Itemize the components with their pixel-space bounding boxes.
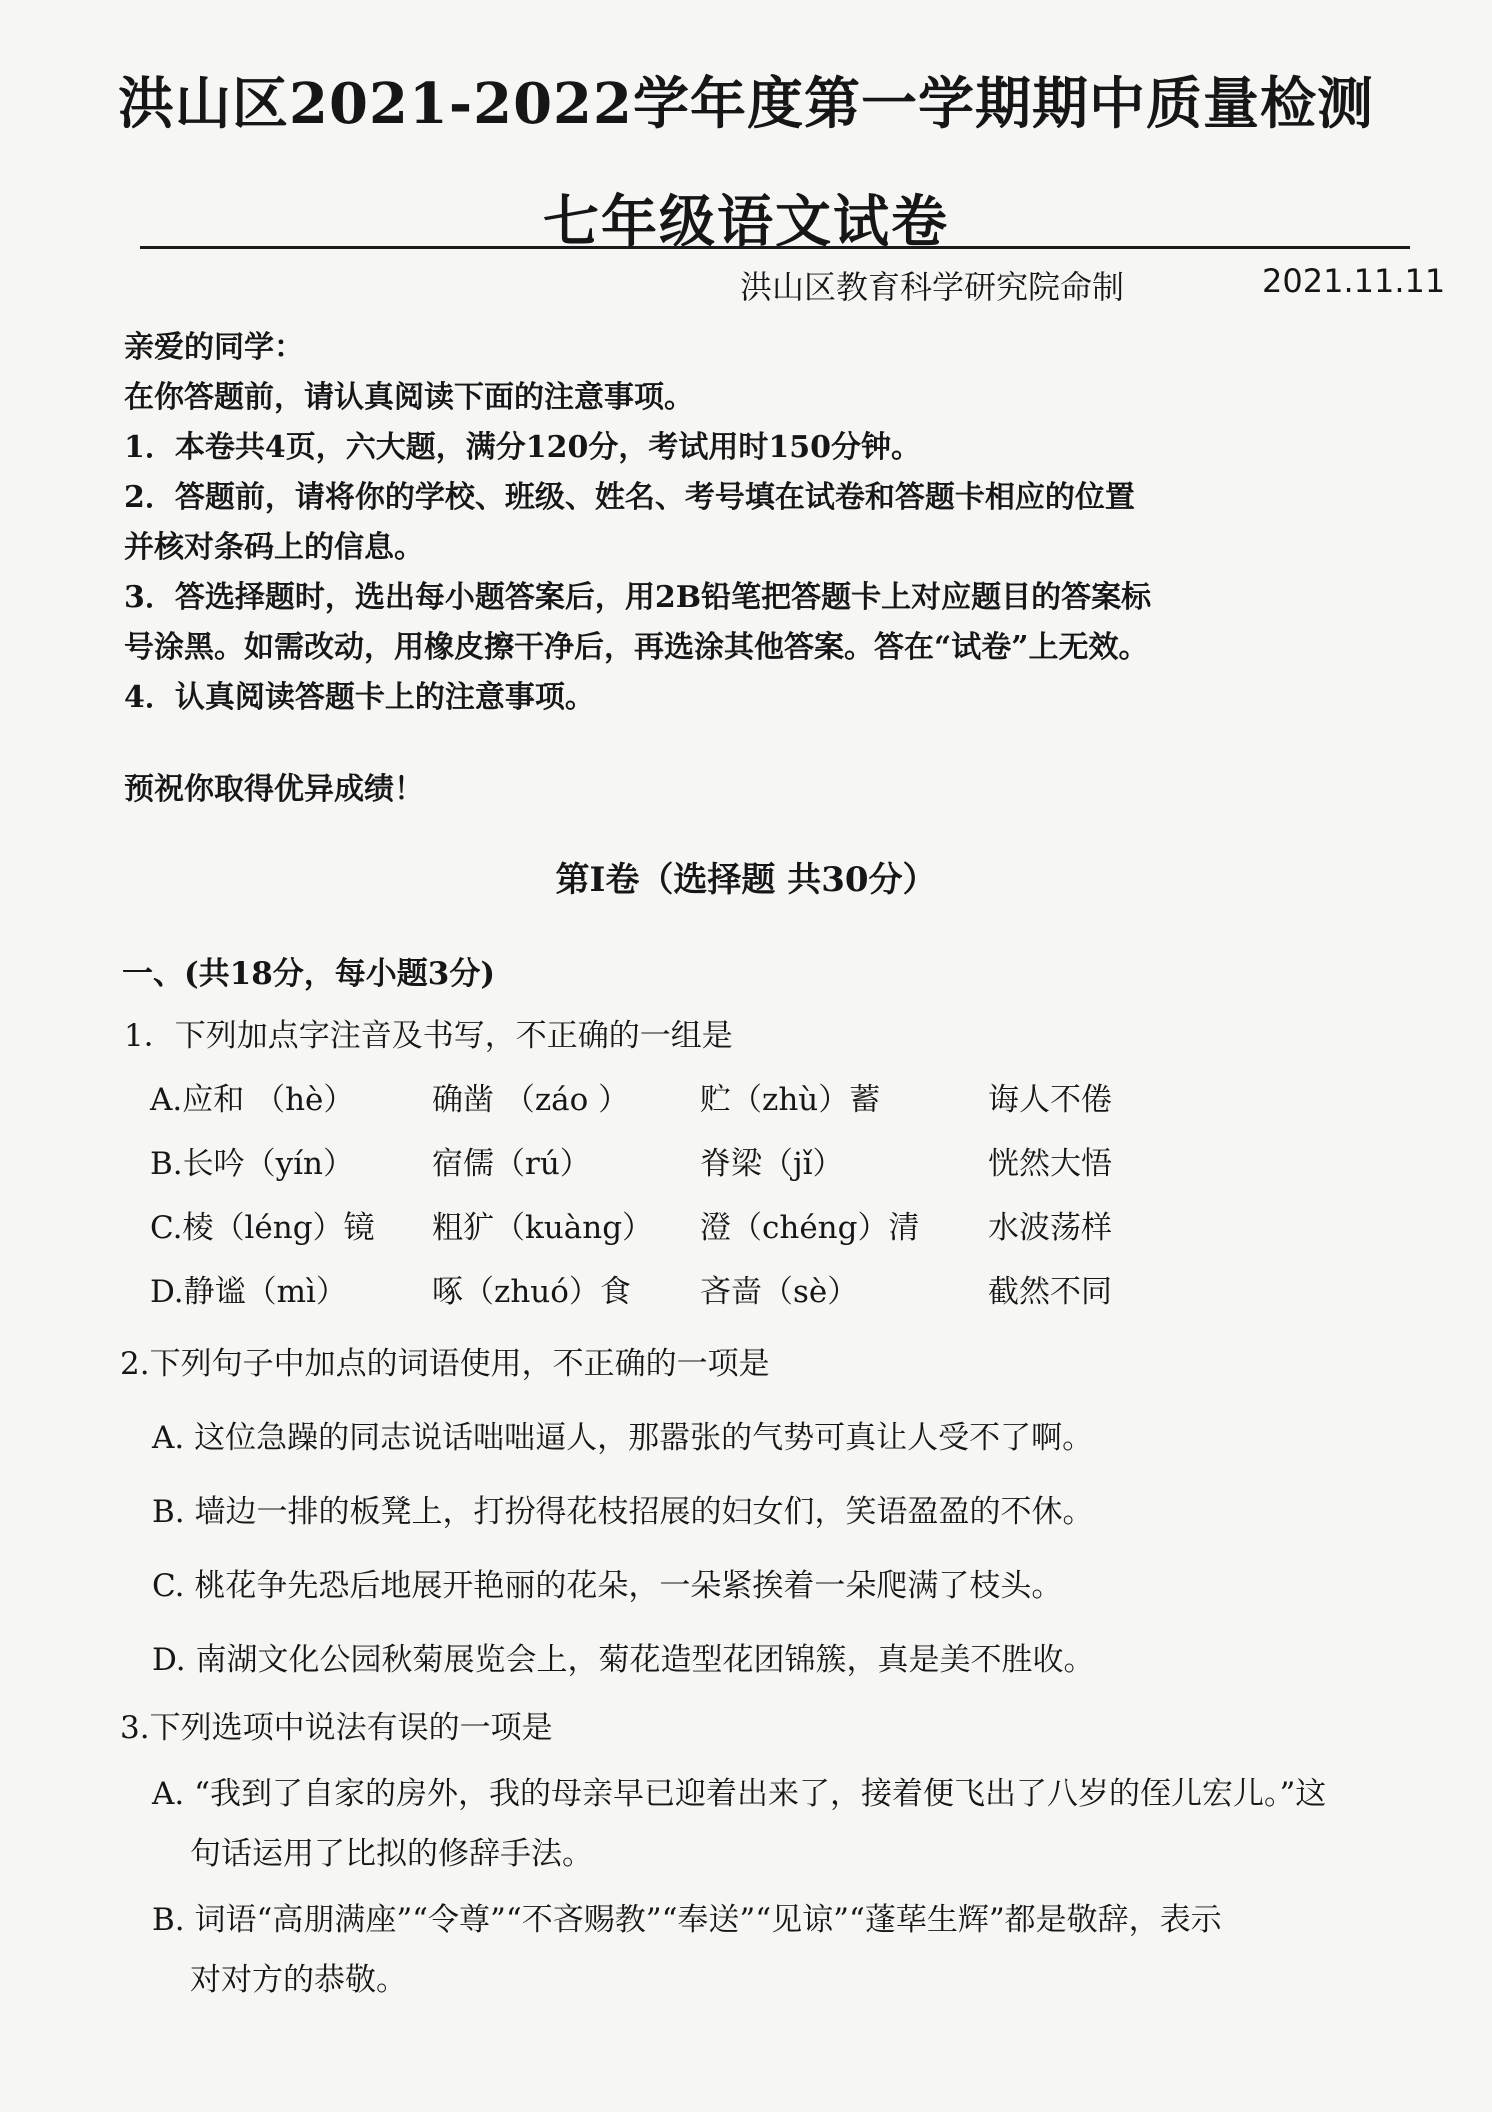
q1-option-a-1: A.应和 （hè） — [150, 1082, 355, 1118]
q1-option-b-4: 恍然大悟 — [988, 1146, 1112, 1182]
q1-option-b-2: 宿儒（rú） — [432, 1146, 591, 1182]
wish: 预祝你取得优异成绩！ — [124, 772, 424, 807]
title-divider — [140, 246, 1410, 249]
q2-option-b: B. 墙边一排的板凳上，打扮得花枝招展的妇女们，笑语盈盈的不休。 — [152, 1494, 1094, 1530]
q1-option-d-3: 吝啬（sè） — [700, 1274, 859, 1310]
issuer: 洪山区教育科学研究院命制 — [740, 268, 1125, 306]
q1-option-c-3: 澄（chéng）清 — [700, 1210, 920, 1246]
q3-option-a-line1: A. “我到了自家的房外，我的母亲早已迎着出来了，接着便飞出了八岁的侄儿宏儿。”这 — [152, 1776, 1327, 1812]
question-3-stem: 3.下列选项中说法有误的一项是 — [120, 1710, 553, 1746]
q1-option-b-1: B.长吟（yín） — [150, 1146, 355, 1182]
exam-title-line1: 洪山区2021-2022学年度第一学期期中质量检测 — [118, 71, 1374, 137]
q1-option-d-4: 截然不同 — [988, 1274, 1112, 1310]
question-1-stem: 1．下列加点字注音及书写，不正确的一组是 — [124, 1018, 733, 1054]
notice-intro: 在你答题前，请认真阅读下面的注意事项。 — [124, 380, 694, 415]
q2-option-c: C. 桃花争先恐后地展开艳丽的花朵，一朵紧挨着一朵爬满了枝头。 — [152, 1568, 1063, 1604]
exam-date: 2021.11.11 — [1262, 262, 1446, 300]
q1-option-a-2: 确凿 （záo ） — [432, 1082, 630, 1118]
q1-option-c-1: C.棱（léng）镜 — [150, 1210, 375, 1246]
notice-item-4: 4．认真阅读答题卡上的注意事项。 — [124, 680, 595, 715]
q1-option-a-4: 诲人不倦 — [988, 1082, 1112, 1118]
exam-title-line2: 七年级语文试卷 — [543, 189, 949, 255]
q1-option-c-2: 粗犷（kuàng） — [432, 1210, 654, 1246]
notice-item-3-line1: 3．答选择题时，选出每小题答案后，用2B铅笔把答题卡上对应题目的答案标 — [124, 580, 1152, 615]
q1-option-d-1: D.静谧（mì） — [150, 1274, 347, 1310]
notice-item-1: 1．本卷共4页，六大题，满分120分，考试用时150分钟。 — [124, 430, 921, 465]
question-group-heading: 一、(共18分，每小题3分) — [122, 956, 496, 992]
notice-item-2-line1: 2．答题前，请将你的学校、班级、姓名、考号填在试卷和答题卡相应的位置 — [124, 480, 1135, 515]
q1-option-c-4: 水波荡样 — [988, 1210, 1112, 1246]
q3-option-b-line1: B. 词语“高朋满座”“令尊”“不吝赐教”“奉送”“见谅”“蓬荜生辉”都是敬辞，表示 — [152, 1902, 1222, 1938]
q2-option-a: A. 这位急躁的同志说话咄咄逼人，那嚣张的气势可真让人受不了啊。 — [152, 1420, 1094, 1456]
question-2-stem: 2.下列句子中加点的词语使用，不正确的一项是 — [120, 1346, 770, 1382]
q1-option-b-3: 脊梁（jǐ） — [700, 1146, 844, 1182]
q2-option-d: D. 南湖文化公园秋菊展览会上，菊花造型花团锦簇，真是美不胜收。 — [152, 1642, 1095, 1678]
section-title: 第Ⅰ卷（选择题 共30分） — [555, 860, 937, 900]
q3-option-b-line2: 对对方的恭敬。 — [190, 1962, 407, 1998]
q1-option-a-3: 贮（zhù）蓄 — [700, 1082, 881, 1118]
q3-option-a-line2: 句话运用了比拟的修辞手法。 — [190, 1836, 593, 1872]
q1-option-d-2: 啄（zhuó）食 — [432, 1274, 631, 1310]
notice-item-3-line2: 号涂黑。如需改动，用橡皮擦干净后，再选涂其他答案。答在“试卷”上无效。 — [124, 630, 1149, 665]
notice-item-2-line2: 并核对条码上的信息。 — [124, 530, 424, 565]
greeting: 亲爱的同学： — [124, 330, 304, 365]
